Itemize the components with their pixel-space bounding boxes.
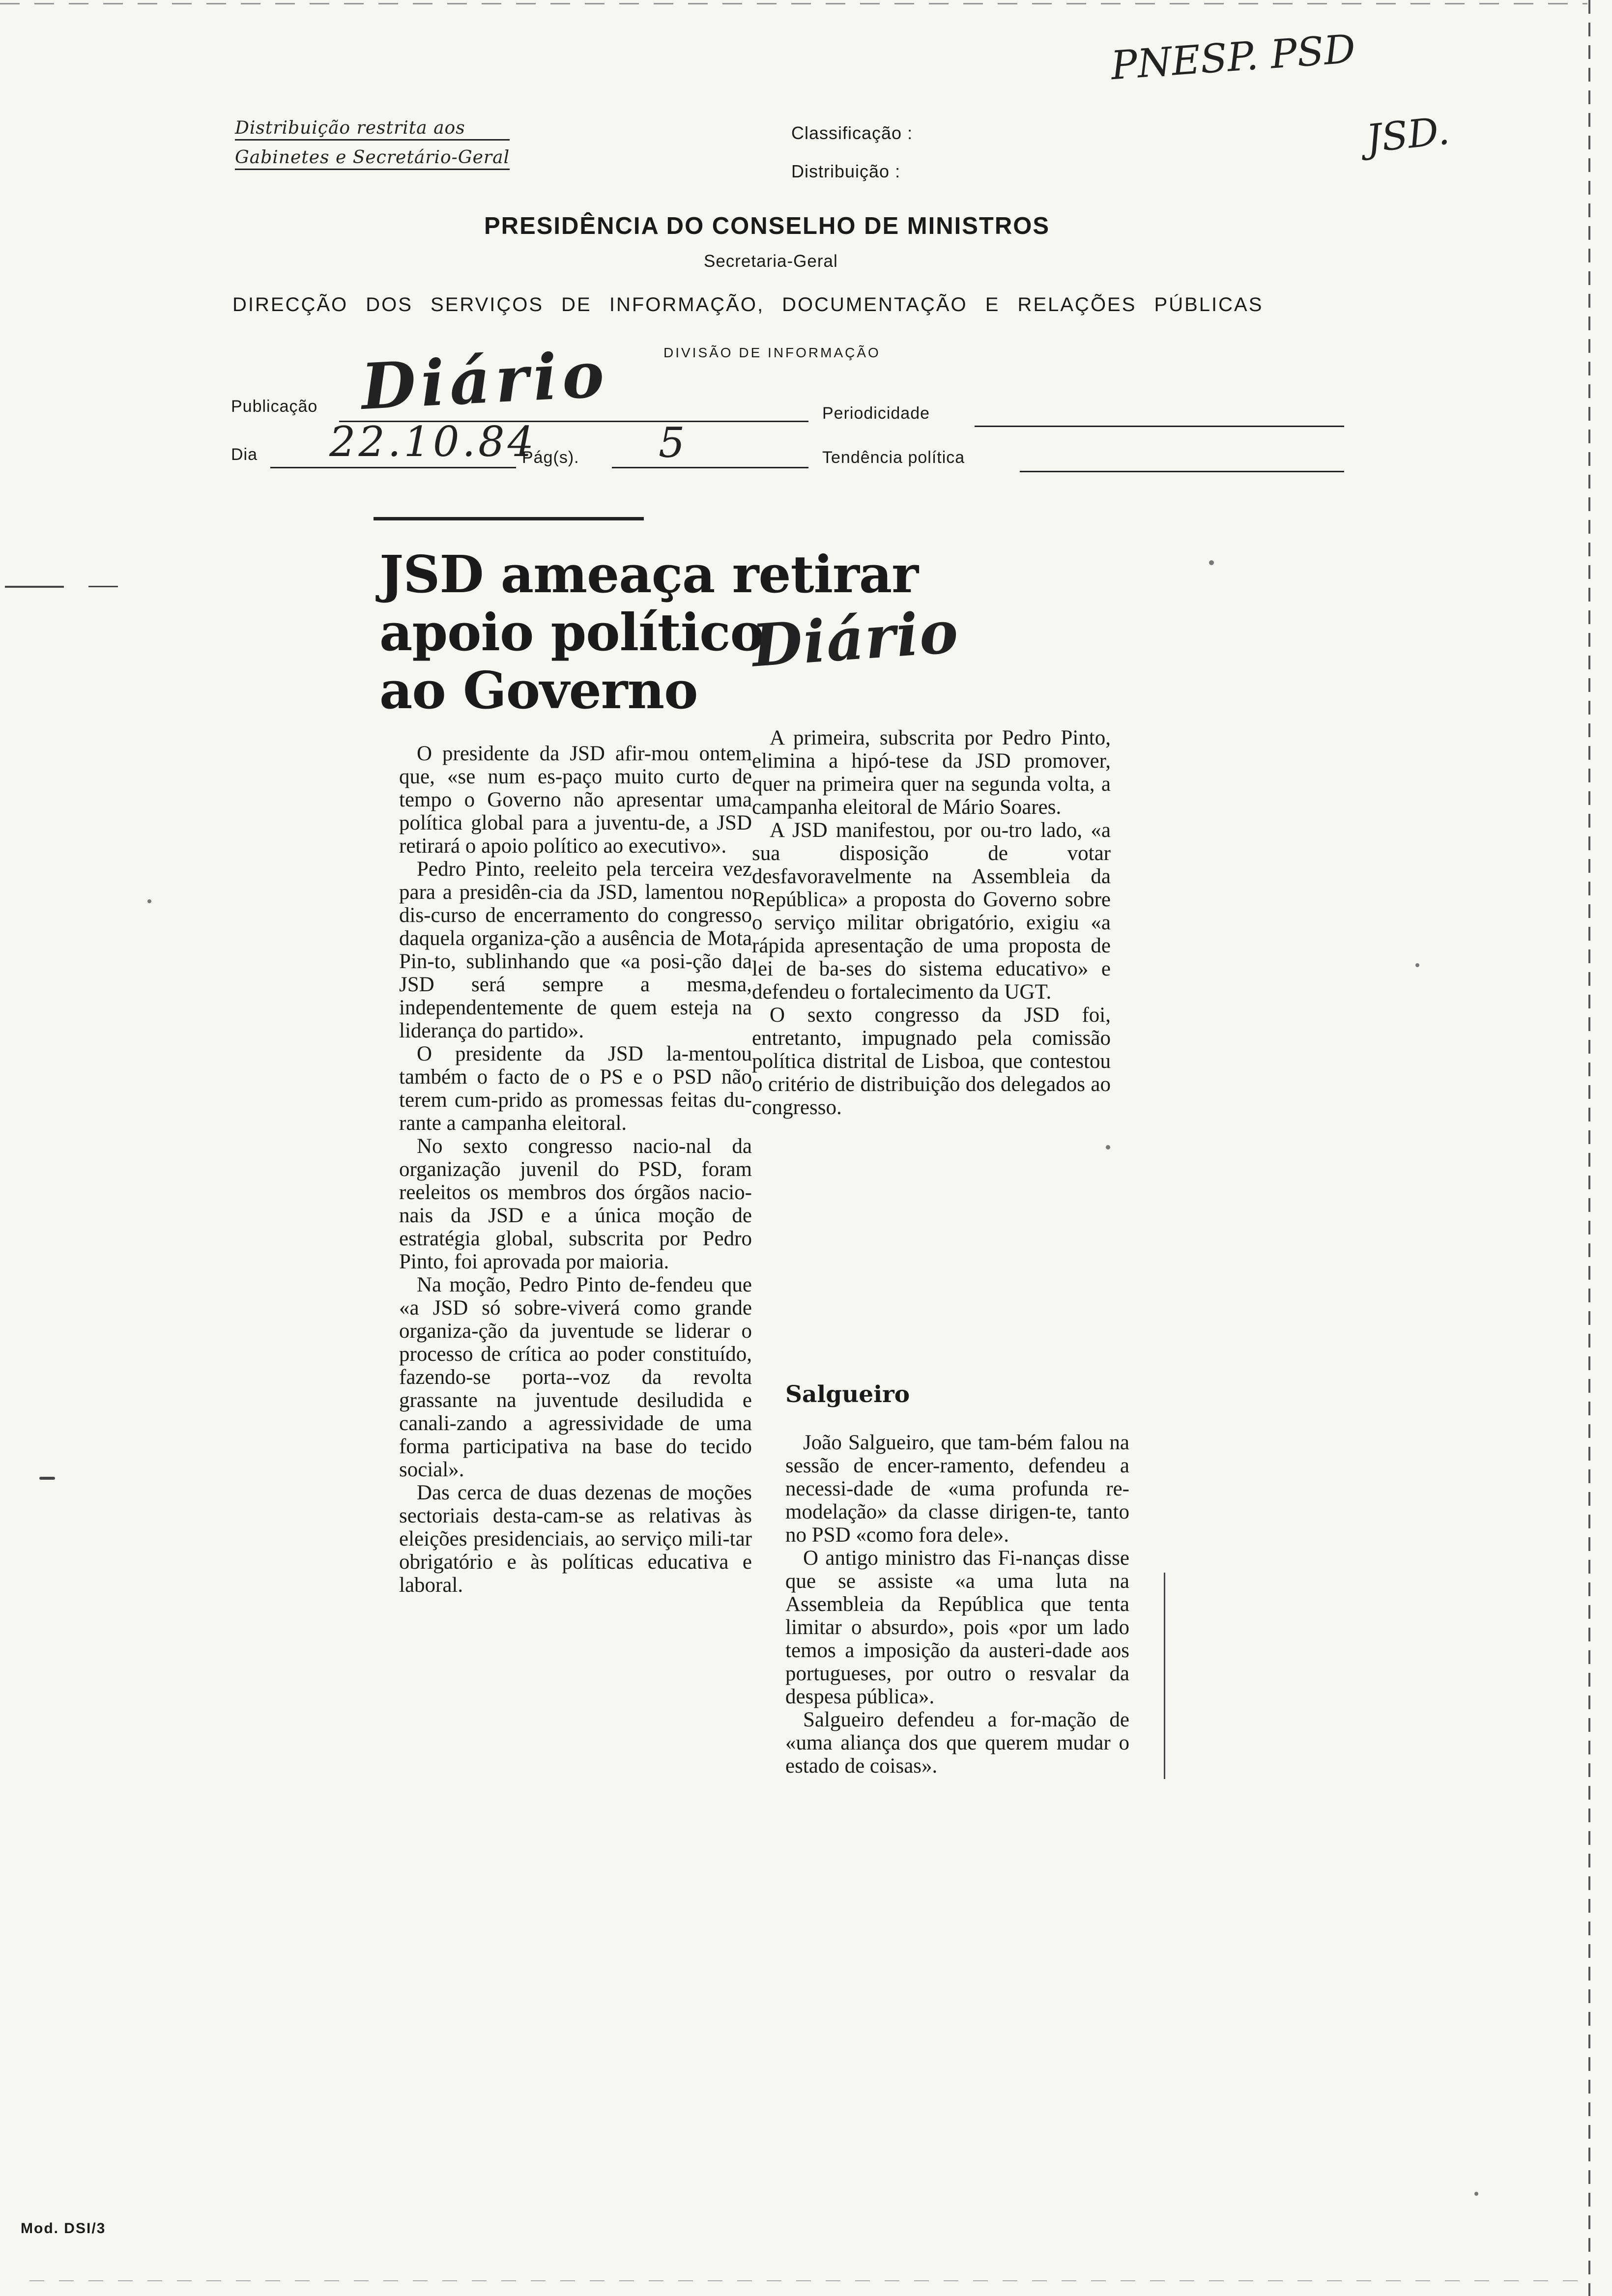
publication-value: Diário — [359, 337, 611, 425]
pages-label: Pág(s). — [522, 448, 579, 467]
handwritten-note-2: JSD. — [1364, 109, 1452, 162]
periodicity-label: Periodicidade — [822, 404, 930, 423]
restricted-line-2: Gabinetes e Secretário-Geral — [235, 147, 510, 170]
col1-paragraph: No sexto congresso nacio-nal da organização juvenil do PSD, foram reeleitos os membros dos órgãos nacio-nais da JSD e a única moção de estratégia global, subscrita por Pedro Pinto, foi aprovada por maioria. — [399, 1135, 752, 1273]
periodicity-line — [975, 426, 1344, 427]
scan-speck — [147, 899, 151, 903]
day-label: Dia — [231, 445, 258, 464]
restricted-line-1: Distribuição restrita aos — [235, 118, 510, 141]
scan-mark-left-3 — [88, 586, 118, 587]
col1-paragraph: O presidente da JSD afir-mou ontem que, «se num es-paço muito curto de tempo o Governo não apresentar uma política global para a juventu-de, a JSD retirará o apoio político ao executivo». — [399, 742, 752, 858]
handwritten-stamp: Diário — [749, 597, 961, 680]
scan-speck — [1474, 2192, 1478, 2196]
scan-mark-left — [5, 586, 64, 588]
scan-border-top — [0, 3, 1587, 4]
handwritten-note: PNESP. PSD — [1109, 26, 1357, 89]
organization-title: PRESIDÊNCIA DO CONSELHO DE MINISTROS — [484, 213, 1050, 239]
article-column-3 — [785, 1431, 1129, 1778]
directorate: DIRECÇÃO DOS SERVIÇOS DE INFORMAÇÃO, DOCUMENTAÇÃO E RELAÇÕES PÚBLICAS — [232, 294, 1264, 316]
scan-speck — [1106, 1145, 1110, 1149]
distribution-label: Distribuição : — [791, 161, 901, 181]
scan-mark-left-2 — [39, 1477, 55, 1480]
col1-paragraph: O presidente da JSD la-mentou também o facto de o PS e o PSD não terem cum-prido as promessas feitas du-rante a campanha eleitoral. — [399, 1042, 752, 1135]
col2-paragraph: A primeira, subscrita por Pedro Pinto, elimina a hipó-tese da JSD promover, quer na primeira quer na segunda volta, a campanha eleitoral de Mário Soares. — [752, 726, 1111, 819]
political-tendency-label: Tendência política — [822, 448, 965, 467]
scan-border-right — [1588, 0, 1590, 2296]
scan-border-bottom — [29, 2280, 1583, 2281]
scan-speck — [1209, 560, 1214, 565]
classification-label: Classificação : — [791, 123, 913, 143]
restricted-distribution — [235, 118, 510, 177]
day-line — [270, 467, 516, 468]
col1-paragraph: Das cerca de duas dezenas de moções sectoriais desta-cam-se as relativas às eleições presidenciais, ao serviço mili-tar obrigatório e às políticas educativa e laboral. — [399, 1481, 752, 1597]
day-value: 22.10.84 — [329, 418, 537, 466]
col2-paragraph: O sexto congresso da JSD foi, entretanto, impugnado pela comissão política distrital de Lisboa, que contestou o critério de distribuição dos delegados ao congresso. — [752, 1004, 1111, 1119]
article-top-rule — [374, 517, 644, 520]
division: DIVISÃO DE INFORMAÇÃO — [663, 345, 881, 360]
col2-paragraph: A JSD manifestou, por ou-tro lado, «a sua disposição de votar desfavoravelmente na Assembleia da República» a proposta do Governo sobre o serviço militar obrigatório, exigiu «a rápida apresentação de uma proposta de lei de ba-ses do sistema educativo» e defendeu o fortalecimento da UGT. — [752, 819, 1111, 1004]
scan-speck — [1415, 963, 1419, 967]
article-headline — [379, 545, 1117, 719]
political-tendency-line — [1020, 471, 1344, 472]
headline-line-3: ao Governo — [379, 660, 698, 720]
col3-paragraph: João Salgueiro, que tam-bém falou na sessão de encer-ramento, defendeu a necessi-dade de «uma profunda re-modelação» da classe dirigen-te, tanto no PSD «como fora dele». — [785, 1431, 1129, 1547]
article-column-2 — [752, 726, 1111, 1119]
article-column-1 — [399, 742, 752, 1597]
pages-line — [612, 467, 808, 468]
col3-paragraph: Salgueiro defendeu a for-mação de «uma aliança dos que querem mudar o estado de coisas». — [785, 1708, 1129, 1778]
margin-line-right — [1164, 1573, 1165, 1779]
secretariat: Secretaria-Geral — [704, 252, 838, 271]
form-code: Mod. DSI/3 — [21, 2220, 106, 2237]
subhead-salgueiro: Salgueiro — [785, 1381, 910, 1408]
pages-value: 5 — [659, 419, 685, 467]
headline-line-1: JSD ameaça retirar — [379, 544, 919, 604]
col3-paragraph: O antigo ministro das Fi-nanças disse que se assiste «a uma luta na Assembleia da República que tenta limitar o absurdo», pois «por um lado temos a imposição da austeri-dade aos portugueses, por outro o resvalar da despesa pública». — [785, 1547, 1129, 1708]
col1-paragraph: Pedro Pinto, reeleito pela terceira vez para a presidên-cia da JSD, lamentou no dis-curso de encerramento do congresso daquela organiza-ção a ausência de Mota Pin-to, sublinhando que «a posi-ção da JSD será sempre a mesma, independentemente de quem esteja na liderança do partido». — [399, 858, 752, 1042]
publication-label: Publicação — [231, 397, 318, 416]
headline-line-2: apoio político — [379, 602, 764, 662]
col1-paragraph: Na moção, Pedro Pinto de-fendeu que «a JSD só sobre-viverá como grande organiza-ção da juventude se liderar o processo de crítica ao poder constituído, fazendo-se porta--voz da revolta grassante na juventude desiludida e canali-zando a agressividade de uma forma participativa na base do tecido social». — [399, 1273, 752, 1481]
